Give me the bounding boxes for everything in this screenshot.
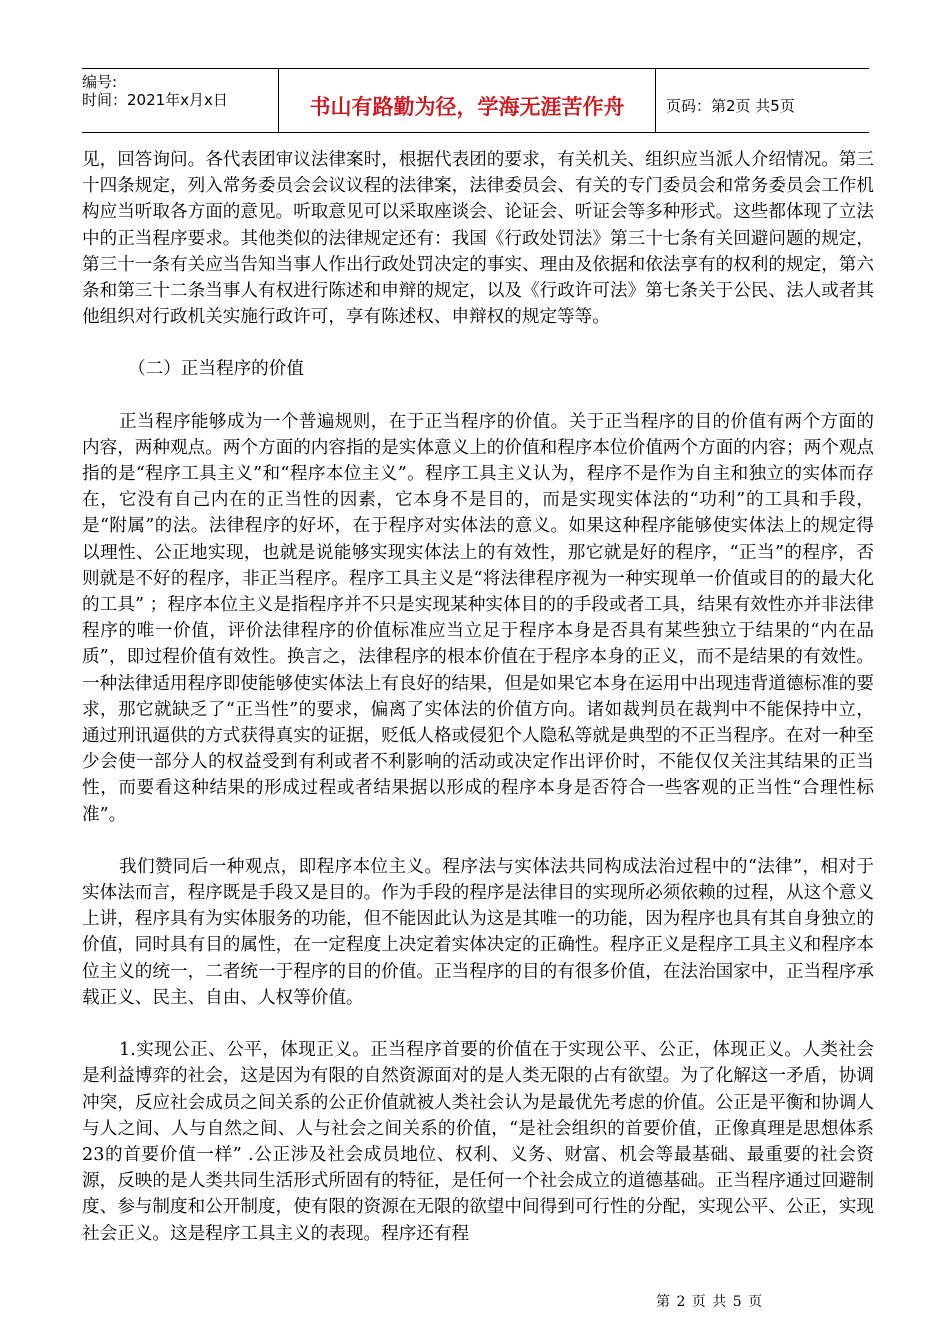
header-motto: 书山有路勤为径，学海无涯苦作舟 [279,69,656,132]
document-time-label: 时间：2021年x月x日 [82,91,228,109]
paragraph-gap [82,1011,874,1037]
paragraph-gap [82,383,874,409]
paragraph-3: 我们赞同后一种观点，即程序本位主义。程序法与实体法共同构成法治过程中的“法律”，相对于实体法而言，程序既是手段又是目的。作为手段的程序是法律目的实现所必须依赖的过程，从这个意义上讲，程序具有为实体服务的功能，但不能因此认为这是其唯一的功能，因为程序也具有其自身独立的价值，同时具有目的属性，在一定程度上决定着实体决定的正确性。程序正义是程序工具主义和程序本位主义的统一，二者统一于程序的目的价值。正当程序的目的有很多价值，在法治国家中，正当程序承载正义、民主、自由、人权等价值。 [82,856,874,1008]
paragraph-4: 1.实现公正、公平，体现正义。正当程序首要的价值在于实现公平、公正，体现正义。人类社会是利益博弈的社会，这是因为有限的自然资源面对的是人类无限的占有欲望。为了化解这一矛盾，协调冲突，反应社会成员之间关系的公正价值就被人类社会认为是最优先考虑的价值。公正是平衡和协调人与人之间、人与自然之间、人与社会之间关系的价值，“是社会组织的首要价值，正像真理是思想体系23的首要价值一样” .公正涉及社会成员地位、权利、义务、财富、机会等最基础、最重要的社会资源，反映的是人类共同生活形式所固有的特征，是任何一个社会成立的道德基础。正当程序通过回避制度、参与制度和公开制度，使有限的资源在无限的欲望中间得到可行性的分配，实现公平、公正，实现社会正义。这是程序工具主义的表现。程序还有程 [82,1040,874,1244]
paragraph-1: 见，回答询问。各代表团审议法律案时，根据代表团的要求，有关机关、组织应当派人介绍情况。第三十四条规定，列入常务委员会会议议程的法律案，法律委员会、有关的专门委员会和常务委员会工作机构应当听取各方面的意见。听取意见可以采取座谈会、论证会、听证会等多种形式。这些都体现了立法中的正当程序要求。其他类似的法律规定还有：我国《行政处罚法》第三十七条有关回避问题的规定，第三十一条有关应当告知当事人作出行政处罚决定的事实、理由及依据和依法享有的权利的规定，第六条和第三十二条当事人有权进行陈述和申辩的规定，以及《行政许可法》第七条关于公民、法人或者其他组织对行政机关实施行政许可，享有陈述权、申辩权的规定等等。 [82,150,874,328]
header-meta [82,69,279,132]
paragraph-gap [82,330,874,356]
page-footer: 第 2 页 共 5 页 [656,1294,764,1310]
header-page-label: 页码：第2页 共5页 [666,97,795,115]
section-title: （二）正当程序的价值 [128,359,304,380]
paragraph-gap [82,828,874,854]
page-header [82,68,869,133]
document-body [82,147,874,1247]
document-number-label: 编号: [82,73,118,91]
paragraph-2: 正当程序能够成为一个普遍规则，在于正当程序的价值。关于正当程序的目的价值有两个方面的内容，两种观点。两个方面的内容指的是实体意义上的价值和程序本位价值两个方面的内容；两个观点指的是“程序工具主义”和“程序本位主义”。程序工具主义认为，程序不是作为自主和独立的实体而存在，它没有自己内在的正当性的因素，它本身不是目的，而是实现实体法的“功利”的工具和手段，是“附属”的法。法律程序的好坏，在于程序对实体法的意义。如果这种程序能够使实体法上的规定得以理性、公正地实现，也就是说能够实现实体法上的有效性，那它就是好的程序，“正当”的程序，否则就是不好的程序，非正当程序。程序工具主义是“将法律程序视为一种实现单一价值或目的的最大化的工具” ；程序本位主义是指程序并不只是实现某种实体目的的手段或者工具，结果有效性亦并非法律程序的唯一价值，评价法律程序的价值标准应当立足于程序本身是否具有某些独立于结果的“内在品质”，即过程价值有效性。换言之，法律程序的根本价值在于程序本身的正义，而不是结果的有效性。一种法律适用程序即使能够使实体法上有良好的结果，但是如果它本身在运用中出现违背道德标准的要求，那它就缺乏了“正当性”的要求，偏离了实体法的价值方向。诸如裁判员在裁判中不能保持中立，通过刑讯逼供的方式获得真实的证据，贬低人格或侵犯个人隐私等就是典型的不正当程序。在对一种至少会使一部分人的权益受到有利或者不利影响的活动或决定作出评价时，不能仅仅关注其结果的正当性，而要看这种结果的形成过程或者结果据以形成的程序本身是否符合一些客观的正当性“合理性标准”。 [82,411,874,825]
